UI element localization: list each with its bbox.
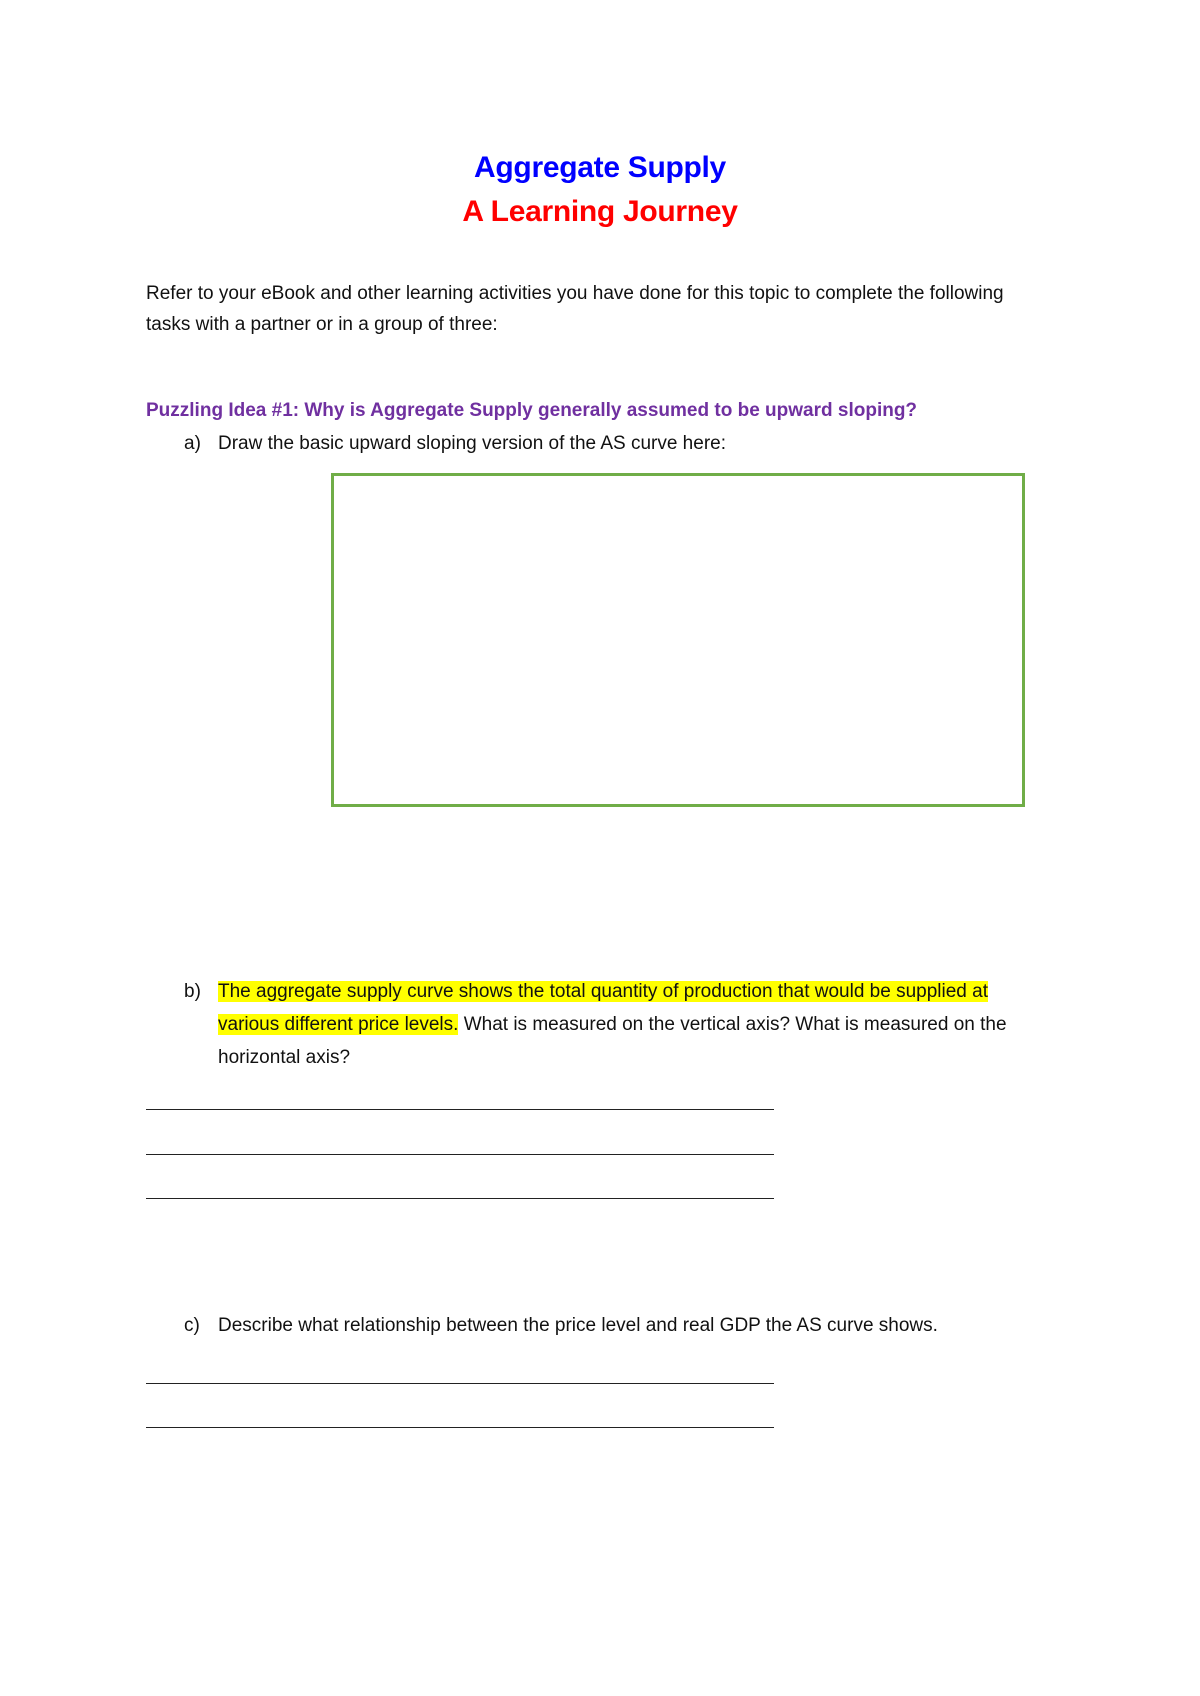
question-b-line-3: horizontal axis?: [218, 1047, 351, 1068]
question-a-marker: a): [184, 433, 201, 454]
intro-line-2: tasks with a partner or in a group of three:: [146, 314, 498, 335]
drawing-box[interactable]: [331, 473, 1025, 807]
question-b-highlight-line-2: various different price levels.: [218, 1014, 459, 1035]
page-subtitle: A Learning Journey: [462, 195, 738, 228]
question-b-highlight-line-1: The aggregate supply curve shows the total quantity of production that would be supplied at: [218, 981, 988, 1002]
question-b-text: [218, 975, 1038, 1074]
answer-line-b-2[interactable]: [146, 1154, 774, 1155]
question-b-line-2-rest: What is measured on the vertical axis? What is measured on the: [458, 1014, 1007, 1035]
question-c-text: Describe what relationship between the price level and real GDP the AS curve shows.: [218, 1315, 938, 1336]
answer-line-c-2[interactable]: [146, 1427, 774, 1428]
puzzle-heading: Puzzling Idea #1: Why is Aggregate Supply generally assumed to be upward sloping?: [146, 400, 918, 421]
question-c-marker: c): [184, 1315, 200, 1336]
page-title: Aggregate Supply: [474, 151, 726, 184]
question-b-marker: b): [184, 981, 201, 1002]
intro-line-1: Refer to your eBook and other learning activities you have done for this topic to complete the following: [146, 283, 1004, 304]
answer-line-b-3[interactable]: [146, 1198, 774, 1199]
intro-paragraph: [146, 278, 1046, 340]
answer-line-b-1[interactable]: [146, 1109, 774, 1110]
answer-line-c-1[interactable]: [146, 1383, 774, 1384]
question-a-text: Draw the basic upward sloping version of the AS curve here:: [218, 433, 726, 454]
